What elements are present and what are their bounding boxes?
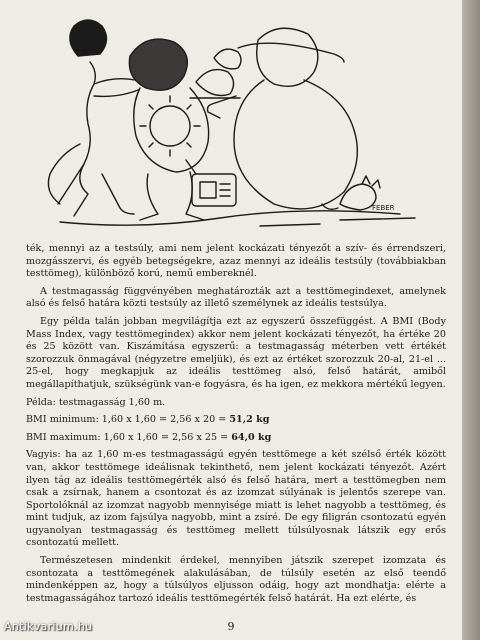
bmi-minimum-line: BMI minimum: 1,60 x 1,60 = 2,56 x 20 = 51,2 kg: [26, 414, 270, 426]
paragraph: ték, mennyi az a testsúly, ami nem jelent kockázati tényezőt a szív- és érrendszeri, mozgásszervi, és egyéb betegségekre, azaz mennyi az ideális testsúly (továbbiakban testtömeg), különböző korú, nemű embereknél.: [26, 243, 446, 280]
book-spine-edge: [462, 0, 480, 640]
body-text: [26, 243, 446, 605]
bmi-maximum-line: BMI maximum: 1,60 x 1,60 = 2,56 x 25 = 64,0 kg: [26, 431, 272, 443]
cartoon-illustration: [20, 4, 450, 240]
paragraph: Vagyis: ha az 1,60 m-es testmagasságú egyén testtömege a két szélső érték között van, akkor testtömege ideálisnak tekinthető, nem jelent kockázati tényezőt. Azért ilyen tág az ideális testtömegérték alsó és felső határa, mert a testtömegben nem csak a zsírnak, hanem a csontozat és az izomzat súlyának is jelentős szerepe van. Sportolóknál az izomzat nagyobb mennyisége miatt is lehet nagyobb a testtömeg, és mint tudjuk, az izom fajsúlya nagyobb, mint a zsíré. De egy filigrán csontozatú egyén ugyanolyan testmagasság és testtömeg mellett túlsúlyosnak látszik egy erős csontozatú mellett.: [26, 449, 446, 549]
artist-signature: FEBER: [372, 204, 395, 212]
page-number: 9: [227, 620, 235, 633]
paragraph: Egy példa talán jobban megvilágítja ezt az egyszerű összefüggést. A BMI (Body Mass Index, vagy testtömegindex) akkor nem jelent kockázati tényezőt, ha értéke 20 és 25 között van. Kiszámítása egyszerű: a testmagasság méterben vett értékét szorozzuk önmagával (négyzetre emeljük), és ezt az értéket szorozzuk 20-al, 21-el ... 25-el, hogy megkapjuk az ideális testtömeg alsó, felső határát, amiből megállapíthatjuk, szükségünk van-e fogyásra, és ha igen, ez mekkora mértékű legyen.: [26, 315, 446, 390]
paragraph: A testmagasság függvényében meghatározták azt a testtömegindexet, amelynek alsó és felső határa közti testsúly az illető személynek az ideális testsúlya.: [26, 285, 446, 310]
example-line: Példa: testmagasság 1,60 m.: [26, 396, 166, 408]
paragraph: Természetesen mindenkit érdekel, mennyiben játszik szerepet izomzata és csontozata a testtömegének alakulásában, de túlsúly esetén az első teendő mindenképpen az, hogy a túlsúlyos eljusson odáig, hogy azt mondhatja: elérte a testmagasságához tartozó ideális testtömegérték felső határát. Ha ezt elérte, és: [26, 555, 446, 604]
watermark: Antikvarium.hu: [4, 620, 93, 633]
bmi-minimum-value: 51,2 kg: [229, 414, 270, 426]
bmi-maximum-value: 64,0 kg: [231, 431, 272, 443]
